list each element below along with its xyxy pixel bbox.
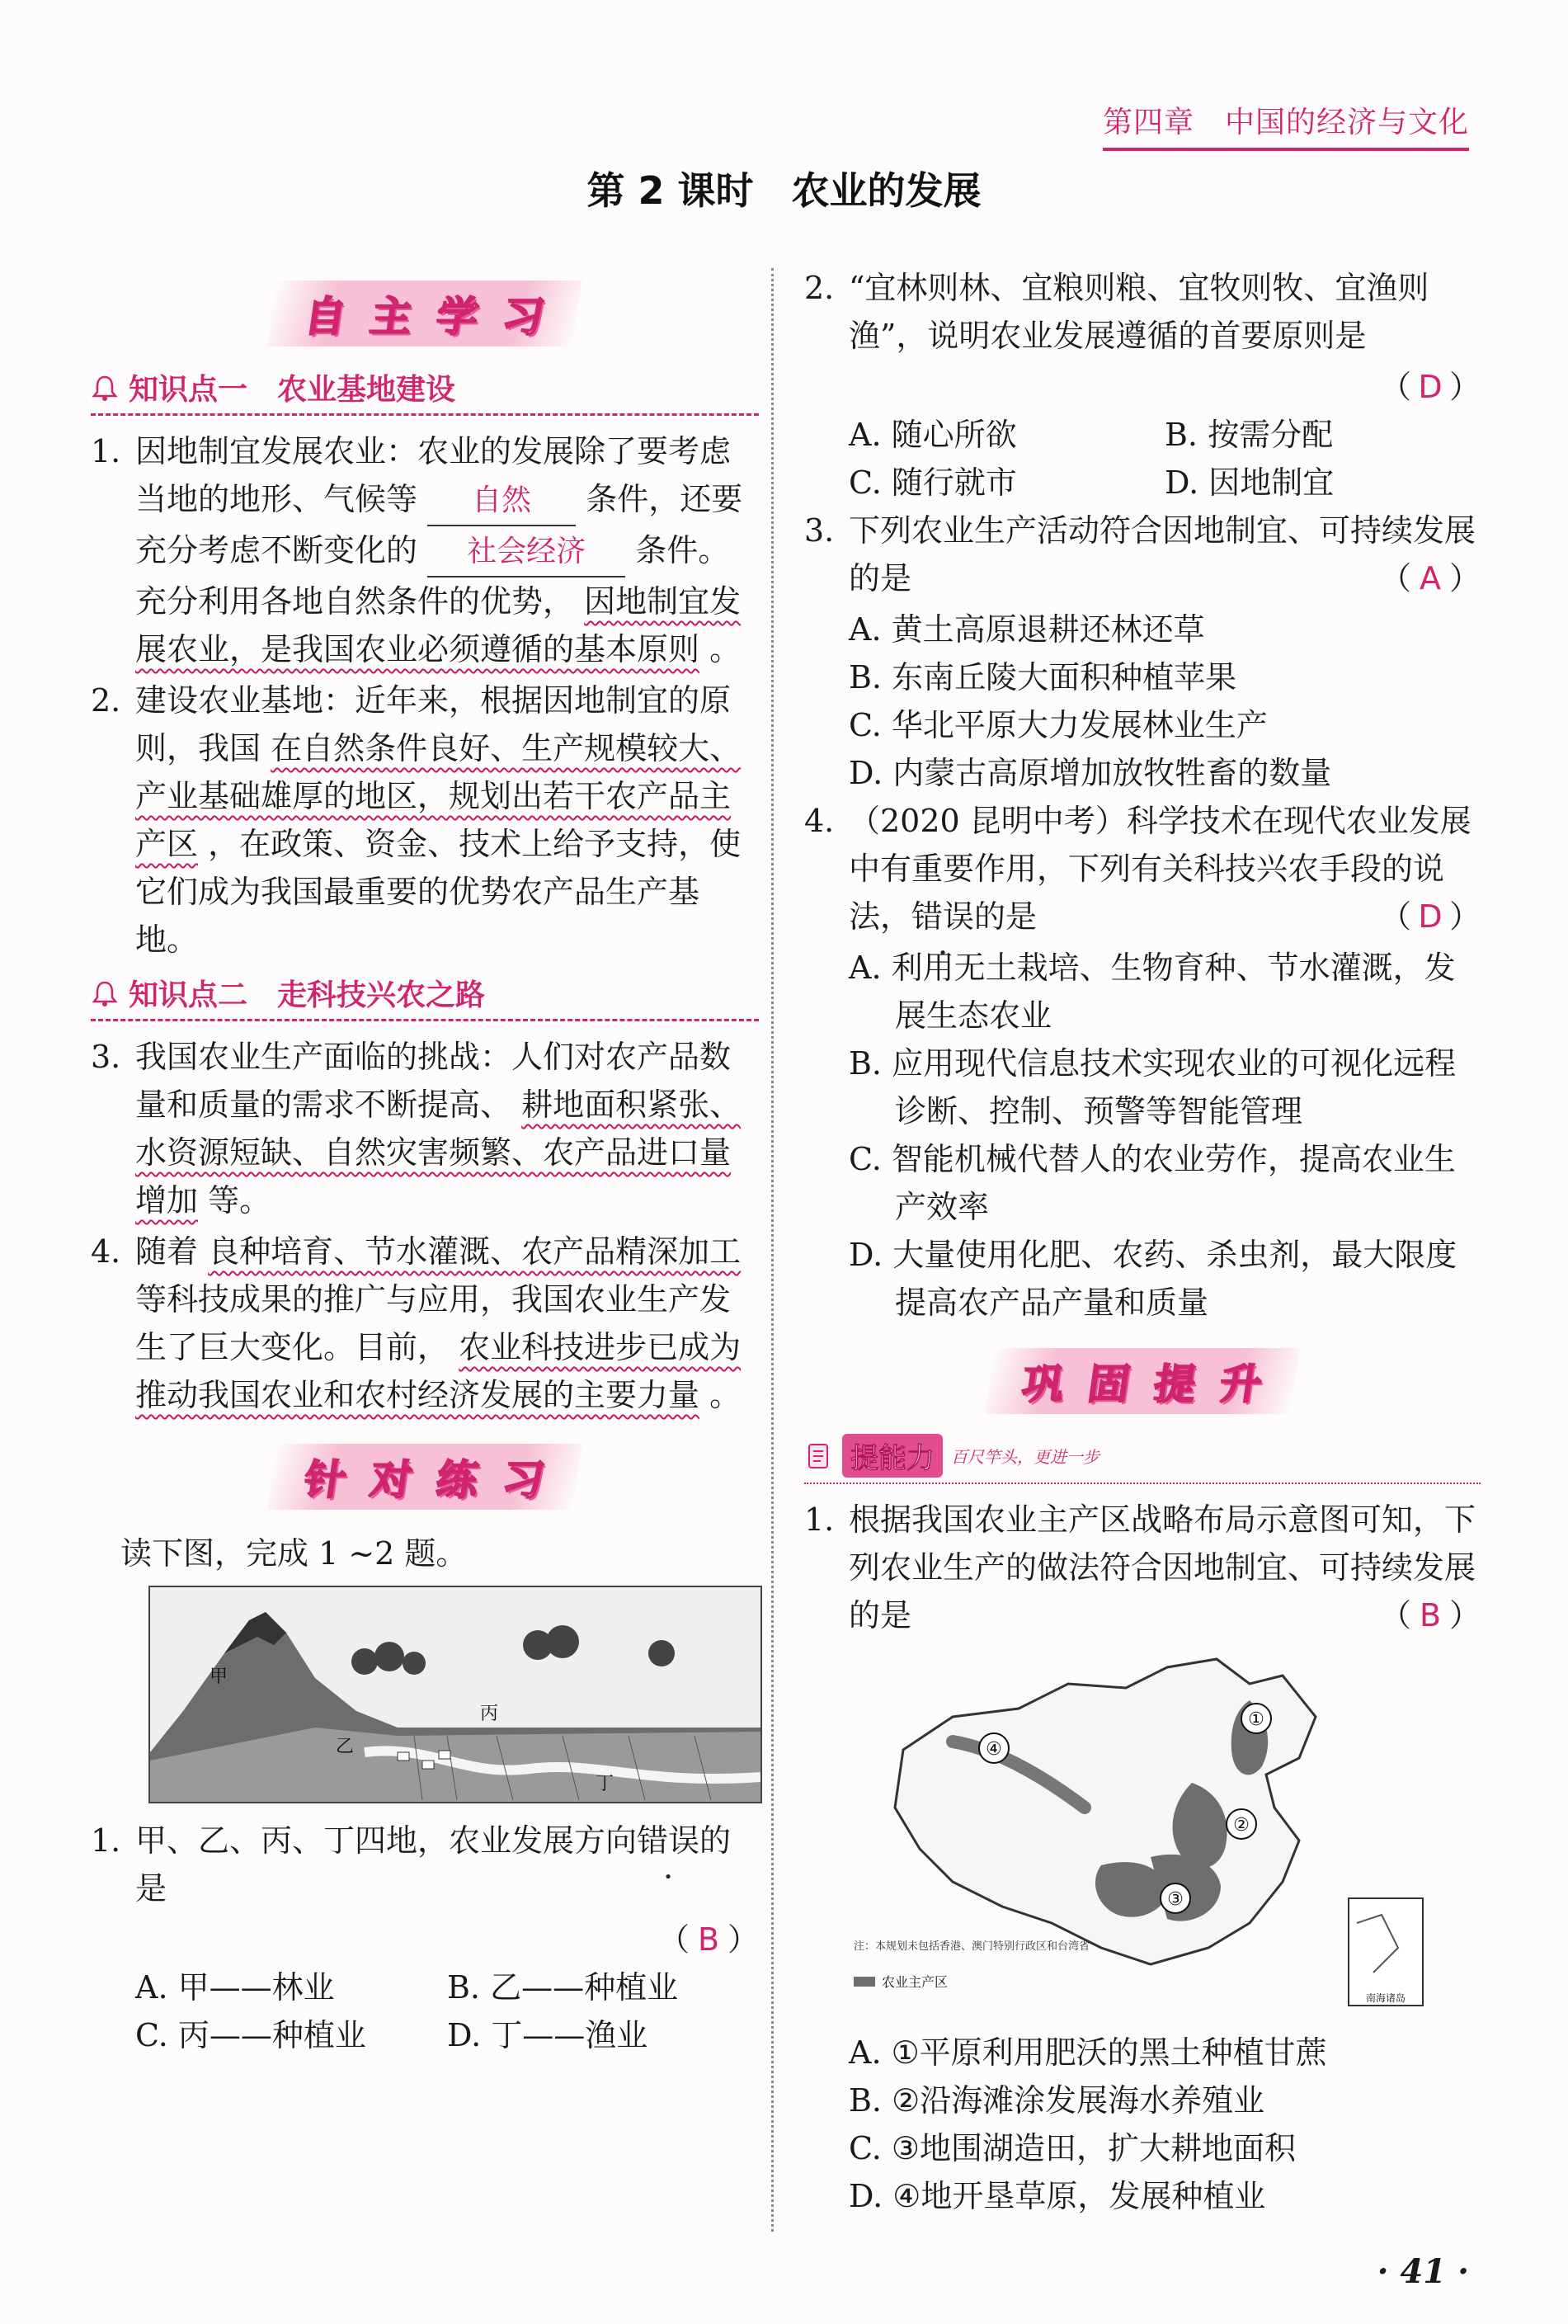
item-number: 1. [91, 1822, 121, 1859]
illustration-label-ding: 丁 [596, 1774, 614, 1794]
option: A. 黄土高原退耕还林还草 [849, 611, 1205, 648]
option: B. 乙——种植业 [447, 1969, 679, 2006]
item-text: 随着 [135, 1233, 199, 1270]
item-text: 条件，还要充分考虑不断变化的 [135, 481, 743, 568]
fill-blank-answer: 社会经济 [427, 528, 625, 577]
column-divider [771, 268, 774, 2232]
item-text: 。 [709, 1377, 742, 1413]
handwritten-answer: 耕地面积紧张、水资源短缺、自然灾害频繁、农产品进口量增加 [135, 1087, 742, 1219]
map-legend-label: 农业主产区 [882, 1974, 949, 1990]
emphasis-text: 错误 [911, 898, 975, 935]
question-text: 甲、乙、丙、丁四地，农业发展方向 [135, 1822, 638, 1859]
banner-practice [91, 1444, 759, 1506]
option: B. 东南丘陵大面积种植苹果 [849, 659, 1237, 695]
scroll-icon [804, 1441, 834, 1471]
item-number: 3. [804, 512, 835, 549]
lesson-title: 第 2 课时 农业的发展 [586, 168, 982, 213]
map-marker-4: ④ [986, 1739, 1002, 1760]
handwritten-answer: 因地制宜发展农业，是我国农业必须遵循的基本原则 [135, 583, 742, 667]
options [804, 411, 1481, 507]
banner-practice-text: 针对练习 [267, 1444, 582, 1510]
item-text: 我国农业生产面临的挑战：人们对农产品数量和质量的需求不断提高、 [135, 1039, 732, 1123]
item-text: 。 [709, 631, 742, 667]
practice-question-2 [804, 264, 1481, 360]
item-text: 建设农业基地：近年来，根据因地制宜的原则，我国 [135, 682, 732, 766]
option: B. 应用现代信息技术实现农业的可视化远程诊断、控制、预警等智能管理 [849, 1045, 1457, 1129]
map-inset-label: 南海诸岛 [1365, 1992, 1406, 2004]
china-agriculture-map [854, 1651, 1431, 2014]
question-text: 的是 [974, 898, 1038, 935]
chapter-header: 第四章 中国的经济与文化 [1103, 99, 1469, 151]
handwritten-answer: 良种培育、节水灌溉、农产品精深加工 [208, 1233, 742, 1270]
right-column [804, 264, 1481, 2220]
practice-question-4: 4. （2020 昆明中考）科学技术在现代农业发展中有重要作用，下列有关科技兴农手段的说法，错误的是 （ D ） [804, 797, 1481, 940]
options [804, 944, 1481, 1327]
practice-intro: 读下图，完成 1 ~2 题。 [120, 1535, 468, 1572]
banner-self-study-text: 自主学习 [267, 280, 582, 346]
options [91, 1963, 759, 2059]
item-number: 2. [91, 682, 121, 719]
item-number: 2. [804, 270, 835, 306]
study-item-4 [91, 1228, 759, 1419]
consolidate-question-1: 1. 根据我国农业主产区战略布局示意图可知，下列农业生产的做法符合因地制宜、可持续发展的是 （ B ） [804, 1496, 1481, 1639]
landscape-drawing [150, 1587, 760, 1802]
item-number: 4. [91, 1233, 121, 1270]
item-text: 条件。充分利用各地自然条件的优势， [135, 532, 730, 620]
bell-icon [91, 979, 119, 1007]
ability-subtitle: 百尺竿头，更进一步 [951, 1447, 1099, 1467]
study-item-3 [91, 1033, 759, 1224]
left-column [91, 264, 759, 2059]
option: B. ②沿海滩涂发展海水养殖业 [849, 2082, 1265, 2119]
knowledge-point-1 [91, 366, 759, 416]
banner-consolidate [804, 1348, 1481, 1411]
option: A. 利用无土栽培、生物育种、节水灌溉，发展生态农业 [849, 950, 1456, 1034]
question-text: 下列农业生产活动符合因地制宜、可持续发展的是 [849, 512, 1476, 596]
choice-answer: B [697, 1921, 720, 1958]
question-text: “宜林则林、宜粮则粮、宜牧则牧、宜渔则渔”，说明农业发展遵循的首要原则是 [849, 270, 1429, 354]
study-item-2 [91, 676, 759, 964]
practice-question-1 [91, 1817, 759, 1912]
option: C. 智能机械代替人的农业劳作，提高农业生产效率 [849, 1141, 1456, 1225]
item-number: 1. [91, 433, 121, 469]
options [804, 2029, 1481, 2220]
knowledge-point-2 [91, 972, 759, 1021]
question-text: （2020 昆明中考）科学技术在现代农业发展中有重要作用，下列有关科技兴农手段的说法， [849, 803, 1471, 935]
knowledge-point-2-title: 知识点二 走科技兴农之路 [129, 978, 486, 1012]
option: C. 丙——种植业 [135, 2017, 366, 2053]
item-text: 等科技成果的推广与应用，我国农业生产发生了巨大变化。目前， [135, 1281, 732, 1365]
china-map-svg [854, 1651, 1431, 2014]
map-marker-2: ② [1233, 1815, 1250, 1836]
knowledge-point-1-title: 知识点一 农业基地建设 [129, 373, 456, 407]
banner-consolidate-text: 巩固提升 [985, 1348, 1299, 1414]
question-text: 根据我国农业主产区战略布局示意图可知，下列农业生产的做法符合因地制宜、可持续发展的是 [849, 1501, 1476, 1633]
option: A. 随心所欲 [849, 417, 1017, 453]
practice-question-3: 3. 下列农业生产活动符合因地制宜、可持续发展的是 （ A ） [804, 507, 1481, 602]
map-marker-3: ③ [1167, 1889, 1184, 1910]
bell-icon [91, 374, 119, 402]
answer-paren: （ D ） [804, 363, 1481, 411]
option: B. 按需分配 [1165, 417, 1334, 453]
choice-answer: D [1418, 369, 1443, 405]
option: D. 丁——渔业 [447, 2017, 648, 2053]
option: A. ①平原利用肥沃的黑土种植甘蔗 [849, 2034, 1327, 2071]
item-text: 等。 [208, 1182, 271, 1219]
item-number: 4. [804, 803, 835, 839]
map-marker-1: ① [1248, 1709, 1264, 1730]
option: C. 华北平原大力发展林业生产 [849, 707, 1268, 743]
option: D. ④地开垦草原，发展种植业 [849, 2178, 1266, 2214]
option: D. 大量使用化肥、农药、杀虫剂，最大限度提高农产品产量和质量 [849, 1237, 1457, 1321]
choice-answer: D [1418, 898, 1443, 935]
option: C. ③地围湖造田，扩大耕地面积 [849, 2130, 1296, 2166]
ability-title: 提能力 [842, 1434, 943, 1478]
illustration-label-bing: 丙 [480, 1704, 499, 1724]
fill-blank-answer: 自然 [427, 477, 576, 526]
banner-self-study [91, 280, 759, 343]
map-note: 注：本规划未包括香港、澳门特别行政区和台湾省 [854, 1940, 1090, 1953]
option: D. 因地制宜 [1165, 464, 1335, 501]
illustration-label-yi: 乙 [336, 1737, 355, 1757]
illustration-label-jia: 甲 [210, 1666, 228, 1687]
choice-answer: B [1419, 1597, 1442, 1633]
study-item-1 [91, 427, 759, 673]
option: D. 内蒙古高原增加放牧牲畜的数量 [849, 755, 1332, 791]
handwritten-answer: 农业科技进步已成为推动我国农业和农村经济发展的主要力量 [135, 1329, 742, 1413]
item-number: 1. [804, 1501, 835, 1538]
answer-paren: （ B ） [91, 1916, 759, 1963]
option: A. 甲——林业 [135, 1969, 335, 2006]
farmland-illustration [148, 1586, 762, 1803]
choice-answer: A [1419, 560, 1441, 596]
option: C. 随行就市 [849, 464, 1017, 501]
page-number: · 41 · [1377, 2252, 1469, 2291]
handwritten-answer: 在自然条件良好、生产规模较大、产业基础雄厚的地区，规划出若干农产品主产区 [135, 730, 742, 862]
options [804, 606, 1481, 797]
item-text: 因地制宜发展农业：农业的发展除了要考虑当地的地形、气候等 [135, 433, 732, 517]
emphasis-text: 错误 [637, 1822, 700, 1859]
item-text: ，在政策、资金、技术上给予支持，使它们成为我国最重要的优势农产品生产基地。 [135, 826, 742, 958]
ability-bar [804, 1434, 1481, 1484]
question-text: 的是 [135, 1822, 732, 1907]
item-number: 3. [91, 1039, 121, 1075]
